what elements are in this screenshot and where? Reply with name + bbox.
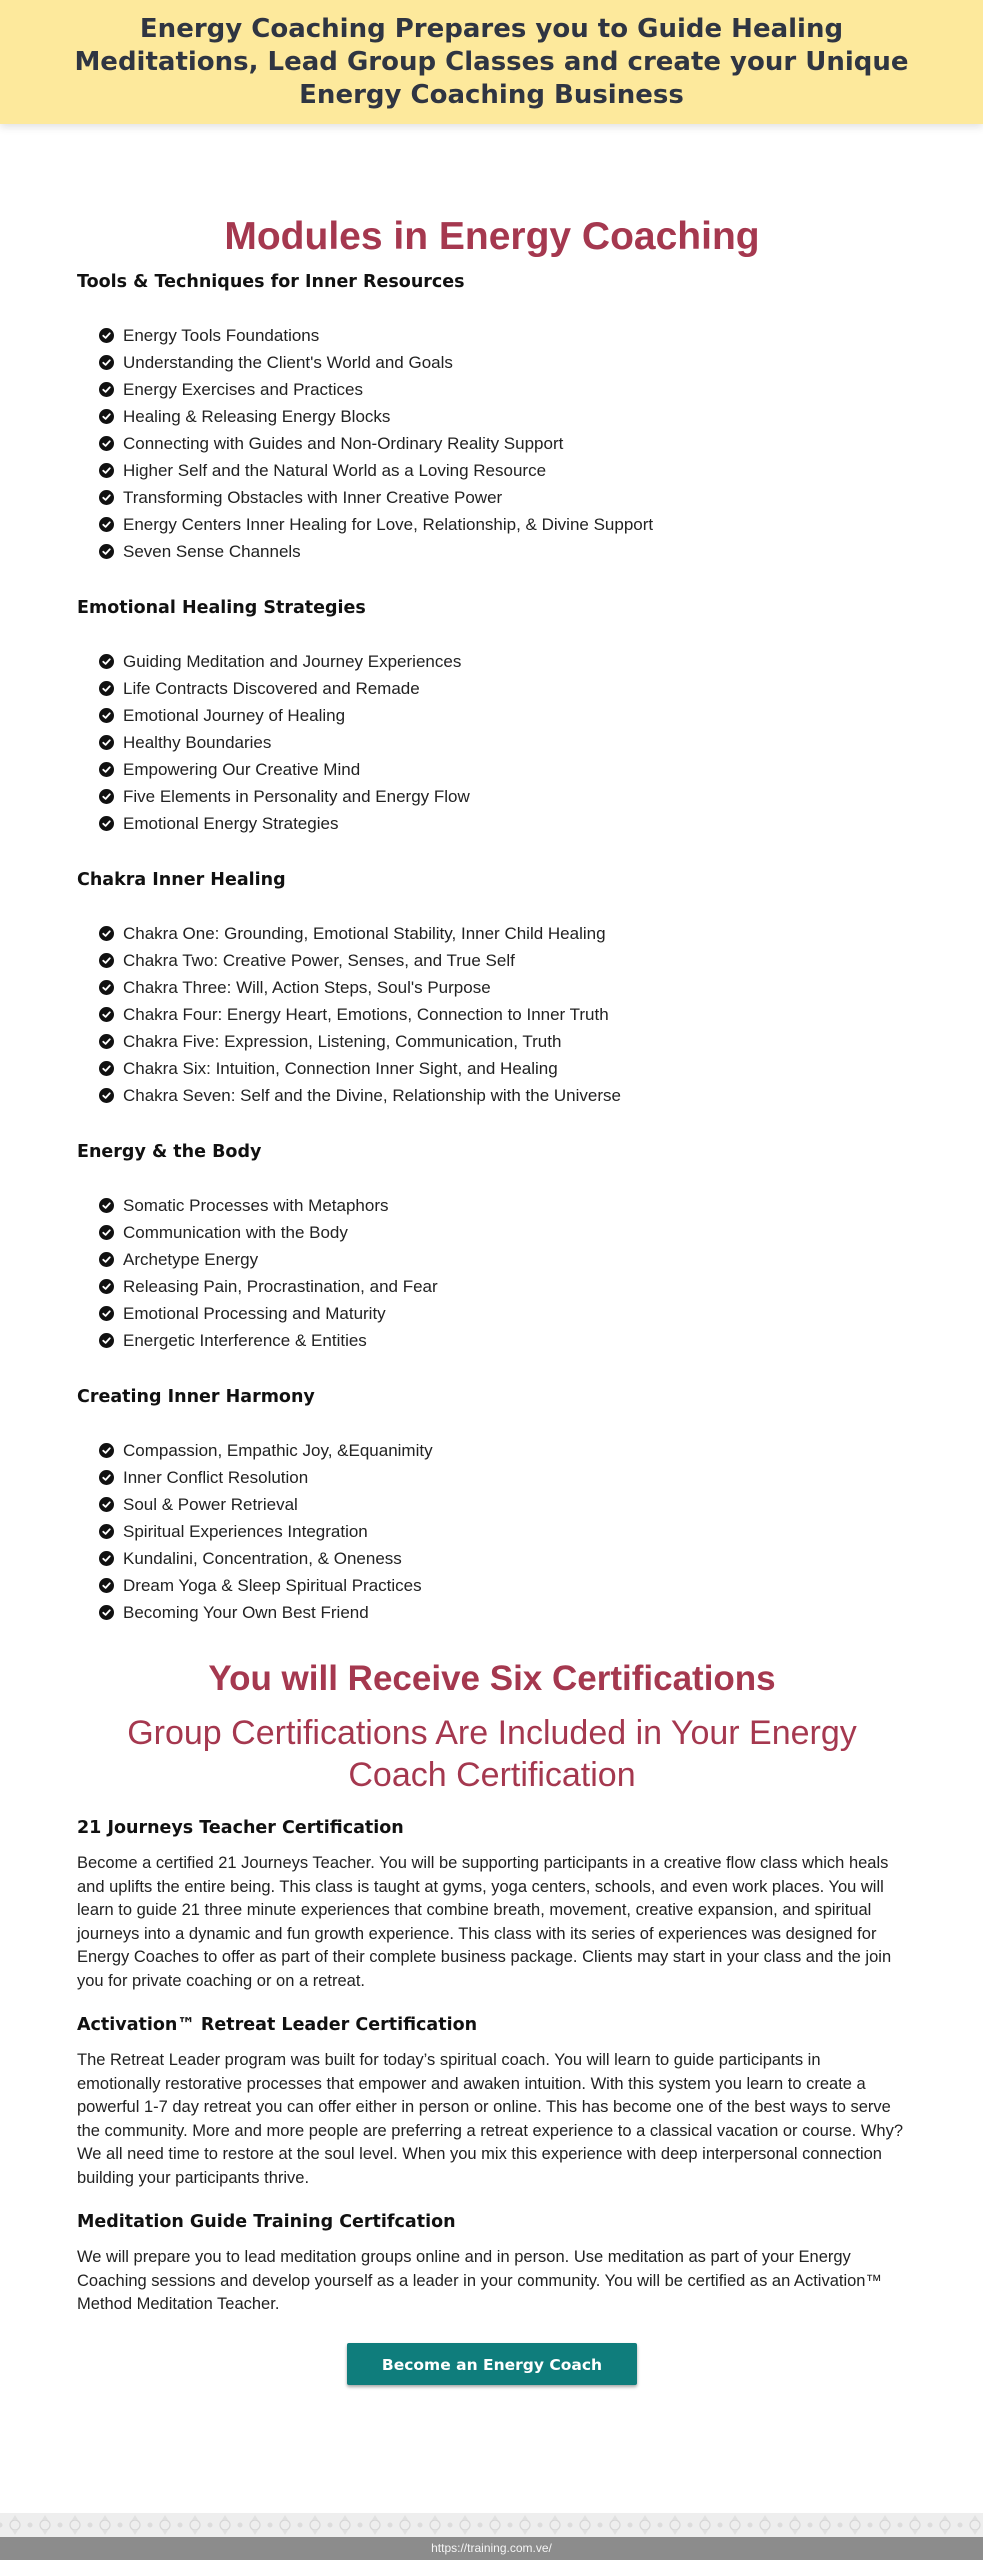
module-list-item (99, 403, 907, 430)
module-list-item (99, 810, 907, 837)
check-circle-icon (99, 1605, 114, 1620)
modules-title: Modules in Energy Coaching (224, 215, 760, 258)
module-item-label: Empowering Our Creative Mind (123, 759, 361, 779)
check-circle-icon (99, 708, 114, 723)
main-content (77, 205, 907, 2385)
module-list-item (99, 1273, 907, 1300)
module-item-label: Energy Centers Inner Healing for Love, Relationship, & Divine Support (123, 514, 654, 534)
certification-block (77, 1816, 907, 1993)
check-circle-icon (99, 1578, 114, 1593)
check-circle-icon (99, 1551, 114, 1566)
module-list-item (99, 1082, 907, 1109)
check-circle-icon (99, 762, 114, 777)
module-item-label: Seven Sense Channels (123, 541, 301, 561)
check-circle-icon (99, 789, 114, 804)
module-item-list (77, 920, 907, 1109)
module-item-label: Transforming Obstacles with Inner Creative Power (123, 487, 503, 507)
certification-heading: Meditation Guide Training Certifcation (77, 2212, 456, 2232)
module-item-label: Healthy Boundaries (123, 732, 272, 752)
check-circle-icon (99, 328, 114, 343)
check-circle-icon (99, 544, 114, 559)
module-item-label: Understanding the Client's World and Goals (123, 352, 453, 372)
module-section (77, 1139, 907, 1354)
module-section (77, 595, 907, 837)
module-list-item (99, 1219, 907, 1246)
top-banner (0, 0, 983, 124)
check-circle-icon (99, 382, 114, 397)
check-circle-icon (99, 1306, 114, 1321)
module-list-item (99, 1055, 907, 1082)
check-circle-icon (99, 1333, 114, 1348)
module-item-label: Energy Exercises and Practices (123, 379, 363, 399)
check-circle-icon (99, 953, 114, 968)
module-list-item (99, 376, 907, 403)
certifications-subtitle: Group Certifications Are Included in Your Energy Coach Certification (127, 1714, 857, 1794)
module-item-list (77, 1192, 907, 1354)
module-item-label: Chakra Five: Expression, Listening, Communication, Truth (123, 1031, 562, 1051)
module-item-label: Chakra Six: Intuition, Connection Inner Sight, and Healing (123, 1058, 558, 1078)
certification-block (77, 2013, 907, 2190)
module-item-label: Higher Self and the Natural World as a Loving Resource (123, 460, 547, 480)
certification-description: The Retreat Leader program was built for today’s spiritual coach. You will learn to guide participants in emotionally restorative processes that empower and awaken intuition. With this system you learn to create a powerful 1-7 day retreat you can offer either in person or online. This has become one of the best ways to serve the community. More and more people are preferring a retreat experience to a classical vacation or course. Why? We all need time to restore at the soul level. When you mix this experience with deep interpersonal connection building your participants thrive. (77, 2051, 904, 2187)
check-circle-icon (99, 463, 114, 478)
check-circle-icon (99, 1524, 114, 1539)
check-circle-icon (99, 980, 114, 995)
module-list-item (99, 1192, 907, 1219)
module-list-item (99, 349, 907, 376)
module-item-label: Life Contracts Discovered and Remade (123, 678, 420, 698)
module-section-heading: Chakra Inner Healing (77, 870, 286, 890)
module-item-label: Five Elements in Personality and Energy Flow (123, 786, 470, 806)
cta-wrapper (77, 2343, 907, 2385)
module-item-label: Archetype Energy (123, 1249, 259, 1269)
module-sections (77, 269, 907, 1626)
module-item-label: Emotional Energy Strategies (123, 813, 339, 833)
check-circle-icon (99, 1497, 114, 1512)
certification-heading: Activation™ Retreat Leader Certification (77, 2015, 478, 2035)
module-item-label: Becoming Your Own Best Friend (123, 1602, 369, 1622)
module-list-item (99, 974, 907, 1001)
module-item-label: Chakra Seven: Self and the Divine, Relationship with the Universe (123, 1085, 621, 1105)
check-circle-icon (99, 926, 114, 941)
module-item-label: Energetic Interference & Entities (123, 1330, 367, 1350)
certification-heading: 21 Journeys Teacher Certification (77, 1818, 404, 1838)
check-circle-icon (99, 654, 114, 669)
check-circle-icon (99, 409, 114, 424)
module-item-label: Releasing Pain, Procrastination, and Fear (123, 1276, 438, 1296)
module-item-label: Kundalini, Concentration, & Oneness (123, 1548, 402, 1568)
module-list-item (99, 1300, 907, 1327)
module-item-label: Somatic Processes with Metaphors (123, 1195, 389, 1215)
module-list-item (99, 675, 907, 702)
module-list-item (99, 322, 907, 349)
module-list-item (99, 729, 907, 756)
check-circle-icon (99, 355, 114, 370)
check-circle-icon (99, 816, 114, 831)
module-list-item (99, 1437, 907, 1464)
module-section (77, 269, 907, 565)
module-item-label: Emotional Processing and Maturity (123, 1303, 386, 1323)
check-circle-icon (99, 1007, 114, 1022)
module-list-item (99, 1028, 907, 1055)
module-list-item (99, 783, 907, 810)
check-circle-icon (99, 490, 114, 505)
module-list-item (99, 538, 907, 565)
check-circle-icon (99, 1198, 114, 1213)
module-item-label: Emotional Journey of Healing (123, 705, 346, 725)
pattern-icon (0, 2513, 983, 2537)
certification-description: We will prepare you to lead meditation groups online and in person. Use meditation as part of your Energy Coaching sessions and develop yourself as a leader in your community. You will be certified as an Activation™ Method Meditation Teacher. (77, 2248, 882, 2313)
module-item-label: Energy Tools Foundations (123, 325, 320, 345)
check-circle-icon (99, 1279, 114, 1294)
module-list-item (99, 1518, 907, 1545)
module-item-label: Soul & Power Retrieval (123, 1494, 298, 1514)
check-circle-icon (99, 1470, 114, 1485)
check-circle-icon (99, 681, 114, 696)
module-list-item (99, 1001, 907, 1028)
module-item-label: Chakra Four: Energy Heart, Emotions, Connection to Inner Truth (123, 1004, 609, 1024)
module-item-label: Inner Conflict Resolution (123, 1467, 309, 1487)
check-circle-icon (99, 1225, 114, 1240)
module-list-item (99, 511, 907, 538)
module-item-list (77, 322, 907, 565)
module-section-heading: Emotional Healing Strategies (77, 598, 366, 618)
module-list-item (99, 702, 907, 729)
module-section-heading: Tools & Techniques for Inner Resources (77, 272, 465, 292)
module-list-item (99, 1572, 907, 1599)
module-item-label: Compassion, Empathic Joy, &Equanimity (123, 1440, 433, 1460)
module-list-item (99, 947, 907, 974)
module-list-item (99, 1464, 907, 1491)
check-circle-icon (99, 1034, 114, 1049)
module-item-label: Spiritual Experiences Integration (123, 1521, 368, 1541)
check-circle-icon (99, 436, 114, 451)
module-section-heading: Creating Inner Harmony (77, 1387, 315, 1407)
certification-list (77, 1816, 907, 2317)
footer-bar (0, 2537, 983, 2560)
check-circle-icon (99, 1252, 114, 1267)
module-item-label: Dream Yoga & Sleep Spiritual Practices (123, 1575, 422, 1595)
certification-block (77, 2210, 907, 2317)
module-item-list (77, 1437, 907, 1626)
check-circle-icon (99, 1061, 114, 1076)
module-list-item (99, 1545, 907, 1572)
module-list-item (99, 1491, 907, 1518)
module-list-item (99, 1246, 907, 1273)
decorative-pattern-strip (0, 2513, 983, 2537)
check-circle-icon (99, 1443, 114, 1458)
module-item-label: Guiding Meditation and Journey Experiences (123, 651, 462, 671)
module-list-item (99, 457, 907, 484)
module-list-item (99, 1599, 907, 1626)
module-item-label: Communication with the Body (123, 1222, 348, 1242)
module-item-list (77, 648, 907, 837)
module-list-item (99, 430, 907, 457)
check-circle-icon (99, 517, 114, 532)
module-list-item (99, 756, 907, 783)
module-list-item (99, 648, 907, 675)
module-section (77, 1384, 907, 1626)
module-item-label: Healing & Releasing Energy Blocks (123, 406, 391, 426)
become-energy-coach-button[interactable]: Become an Energy Coach (347, 2343, 637, 2385)
module-list-item (99, 1327, 907, 1354)
check-circle-icon (99, 735, 114, 750)
module-item-label: Chakra Two: Creative Power, Senses, and True Self (123, 950, 515, 970)
module-item-label: Chakra Three: Will, Action Steps, Soul's Purpose (123, 977, 491, 997)
module-section-heading: Energy & the Body (77, 1142, 262, 1162)
certification-description: Become a certified 21 Journeys Teacher. You will be supporting participants in a creative flow class which heals and uplifts the entire being. This class is taught at gyms, yoga centers, schools, and even work places. You will learn to guide 21 three minute experiences that combine breath, movement, creative expansion, and spiritual journeys into a dynamic and fun growth experience. This class with its series of experiences was designed for Energy Coaches to offer as part of their complete business package. Clients may start in your class and the join you for private coaching or on a retreat. (77, 1854, 892, 1990)
module-list-item (99, 920, 907, 947)
certifications-title: You will Receive Six Certifications (208, 1659, 776, 1698)
module-item-label: Chakra One: Grounding, Emotional Stability, Inner Child Healing (123, 923, 606, 943)
check-circle-icon (99, 1088, 114, 1103)
banner-heading: Energy Coaching Prepares you to Guide Healing Meditations, Lead Group Classes and create your Unique Energy Coaching Business (74, 13, 909, 110)
module-item-label: Connecting with Guides and Non-Ordinary Reality Support (123, 433, 564, 453)
module-list-item (99, 484, 907, 511)
footer-url: https://training.com.ve/ (431, 2541, 552, 2555)
module-section (77, 867, 907, 1109)
